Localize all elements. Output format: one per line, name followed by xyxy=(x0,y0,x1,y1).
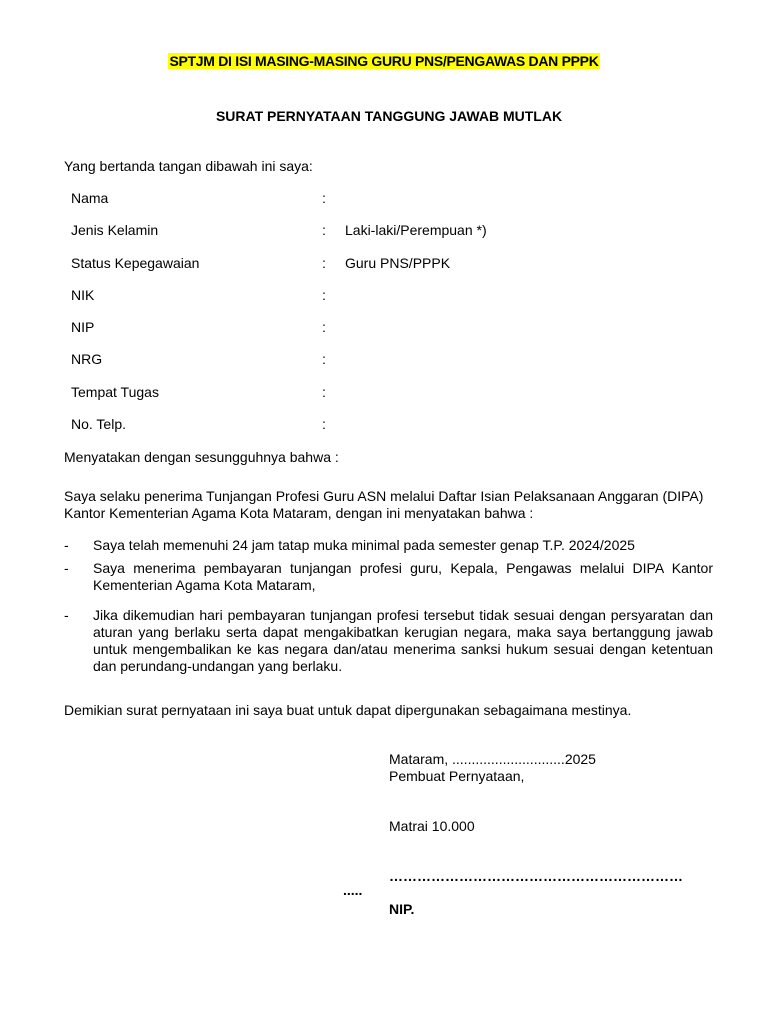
field-nama xyxy=(71,190,731,207)
field-label: Tempat Tugas xyxy=(71,384,159,400)
field-nrg xyxy=(71,351,731,368)
statement-text: Jika dikemudian hari pembayaran tunjangan profesi tersebut tidak sesuai dengan persyaratan dan aturan yang berlaku serta dapat mengakibatkan kerugian negara, maka saya bertanggung jawab untuk mengembalikan ke kas negara dan/atau menerima sanksi hukum sesuai dengan ketentuan dan perundang-undangan yang berlaku. xyxy=(93,607,713,674)
field-colon: : xyxy=(322,287,326,303)
field-label: NIK xyxy=(71,287,95,303)
field-nik xyxy=(71,287,731,304)
list-dash: - xyxy=(64,560,69,576)
statement-text: Saya menerima pembayaran tunjangan profesi guru, Kepala, Pengawas melalui DIPA Kantor Kementerian Agama Kota Mataram, xyxy=(93,560,713,593)
field-label: NIP xyxy=(71,319,95,335)
place-date: Mataram, .............................2025 xyxy=(389,751,596,767)
field-no-telp xyxy=(71,416,731,433)
instruction-banner xyxy=(0,53,768,69)
body-paragraph: Saya selaku penerima Tunjangan Profesi Guru ASN melalui Daftar Isian Pelaksanaan Anggaran (DIPA) Kantor Kementerian Agama Kota Mataram, dengan ini menyatakan bahwa : xyxy=(64,488,704,521)
field-label: No. Telp. xyxy=(71,416,126,432)
closing-text: Demikian surat pernyataan ini saya buat untuk dapat dipergunakan sebagaimana mestinya. xyxy=(64,702,632,718)
field-label: Jenis Kelamin xyxy=(71,222,159,238)
field-status-kepegawaian xyxy=(71,255,731,272)
field-jenis-kelamin xyxy=(71,222,731,239)
field-colon: : xyxy=(322,190,326,206)
signer-role: Pembuat Pernyataan, xyxy=(389,768,525,784)
field-tempat-tugas xyxy=(71,384,731,401)
field-colon: : xyxy=(322,255,326,271)
document-title: SURAT PERNYATAAN TANGGUNG JAWAB MUTLAK xyxy=(215,108,563,124)
nip-label: NIP. xyxy=(389,901,415,917)
field-label: Status Kepegawaian xyxy=(71,255,200,271)
field-value: Laki-laki/Perempuan *) xyxy=(345,222,487,238)
field-colon: : xyxy=(322,319,326,335)
instruction-banner-text: SPTJM DI ISI MASING-MASING GURU PNS/PENGAWAS DAN PPPK xyxy=(169,53,599,69)
statement-text: Saya telah memenuhi 24 jam tatap muka minimal pada semester genap T.P. 2024/2025 xyxy=(93,537,635,553)
list-dash: - xyxy=(64,607,69,623)
list-dash: - xyxy=(64,537,69,553)
field-label: NRG xyxy=(71,351,103,367)
intro-text: Yang bertanda tangan dibawah ini saya: xyxy=(64,158,313,174)
stamp-note: Matrai 10.000 xyxy=(389,818,475,834)
declaration-intro: Menyatakan dengan sesungguhnya bahwa : xyxy=(64,449,339,465)
signature-name-line: ……………………………………………………… xyxy=(389,868,683,884)
field-nip xyxy=(71,319,731,336)
field-label: Nama xyxy=(71,190,109,206)
field-colon: : xyxy=(322,416,326,432)
field-colon: : xyxy=(322,222,326,238)
field-value: Guru PNS/PPPK xyxy=(345,255,451,271)
field-colon: : xyxy=(322,351,326,367)
field-colon: : xyxy=(322,384,326,400)
signature-dots: ..... xyxy=(343,882,363,898)
